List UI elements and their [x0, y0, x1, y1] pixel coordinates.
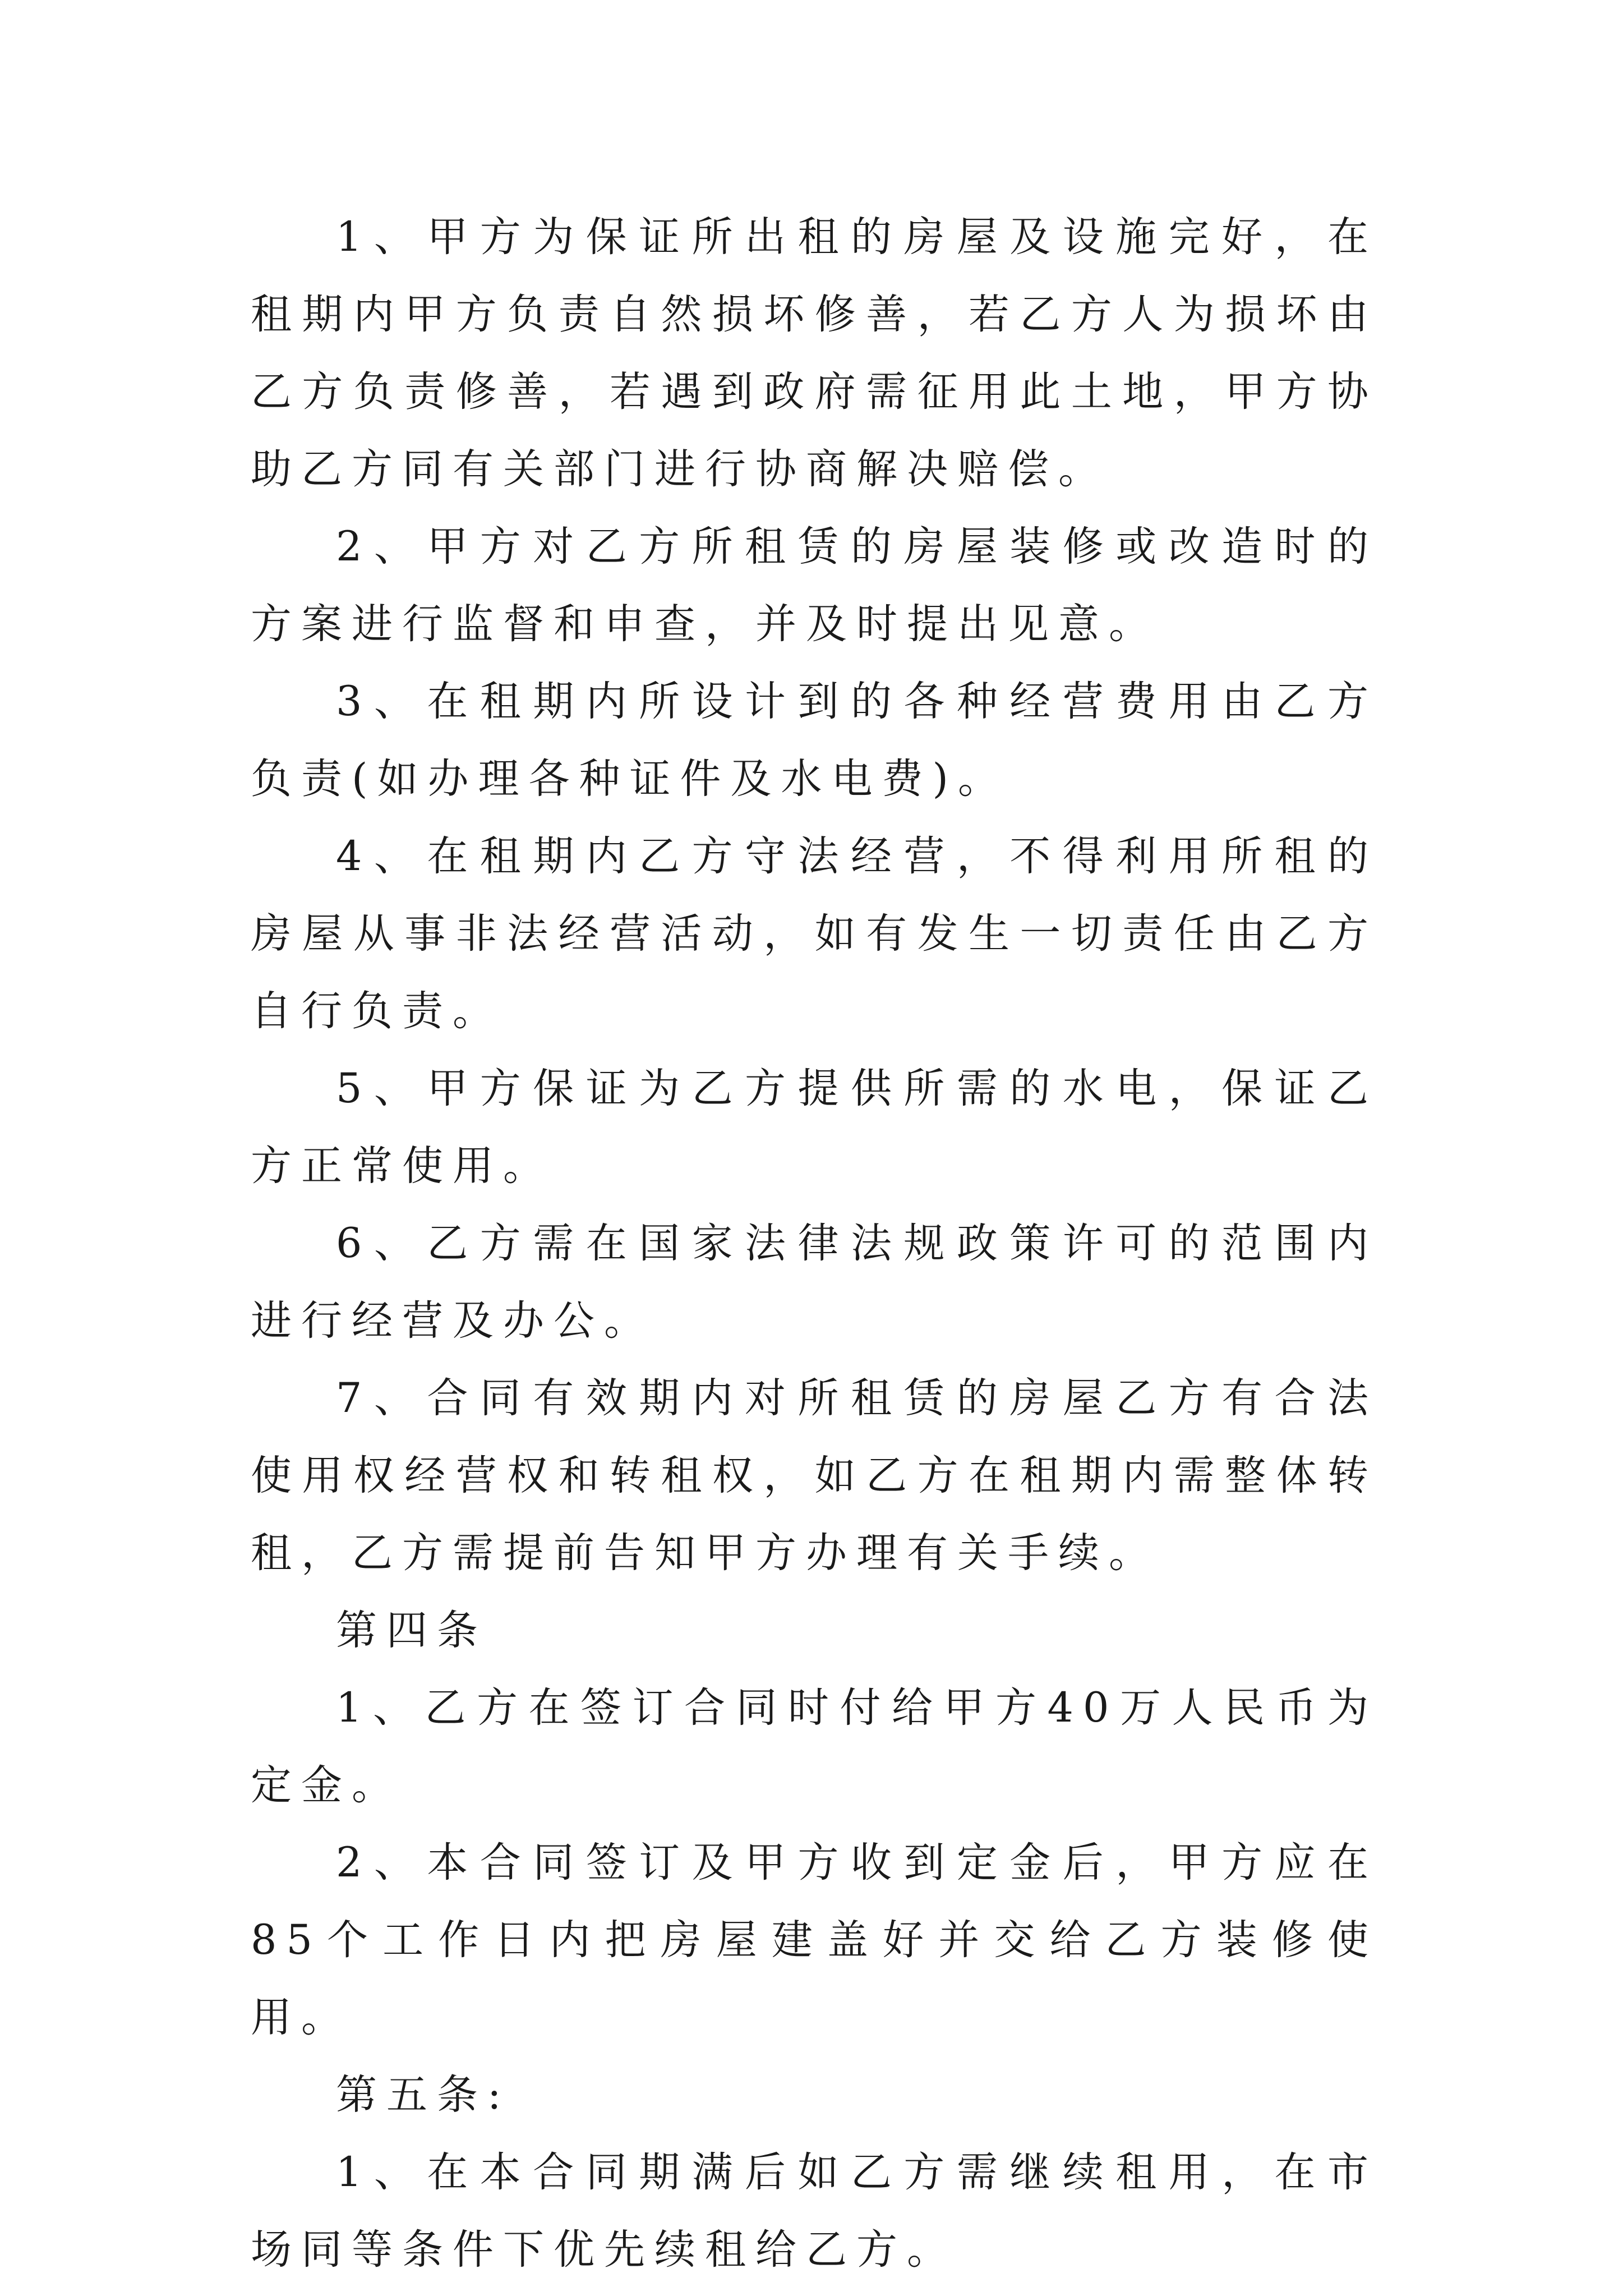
section-heading-article-5: 第五条:: [336, 2071, 511, 2119]
paragraph-article-5-clause-1: 1、在本合同期满后如乙方需继续租用，在市场同等条件下优先续租给乙方。: [251, 2148, 1378, 2274]
paragraph-clause-5: 5、甲方保证为乙方提供所需的水电，保证乙方正常使用。: [251, 1065, 1378, 1190]
paragraph-clause-6: 6、乙方需在国家法律法规政策许可的范围内进行经营及办公。: [251, 1220, 1378, 1345]
paragraph-clause-3: 3、在租期内所设计到的各种经营费用由乙方负责(如办理各种证件及水电费)。: [251, 678, 1378, 803]
paragraph-clause-2: 2、甲方对乙方所租赁的房屋装修或改造时的方案进行监督和申查，并及时提出见意。: [251, 523, 1378, 648]
paragraph-clause-4: 4、在租期内乙方守法经营，不得利用所租的房屋从事非法经营活动，如有发生一切责任由乙方自行负责。: [251, 832, 1378, 1035]
section-heading-article-4: 第四条: [336, 1607, 487, 1654]
paragraph-article-4-clause-2: 2、本合同签订及甲方收到定金后，甲方应在85个工作日内把房屋建盖好并交给乙方装修使用。: [251, 1839, 1378, 2041]
document-body: [251, 199, 1378, 2289]
paragraph-clause-1: 1、甲方为保证所出租的房屋及设施完好，在租期内甲方负责自然损坏修善，若乙方人为损坏由乙方负责修善，若遇到政府需征用此土地，甲方协助乙方同有关部门进行协商解决赔偿。: [251, 213, 1378, 493]
paragraph-clause-7: 7、合同有效期内对所租赁的房屋乙方有合法使用权经营权和转租权，如乙方在租期内需整体转租，乙方需提前告知甲方办理有关手续。: [251, 1374, 1378, 1577]
paragraph-article-4-clause-1: 1、乙方在签订合同时付给甲方40万人民币为定金。: [251, 1684, 1378, 1809]
